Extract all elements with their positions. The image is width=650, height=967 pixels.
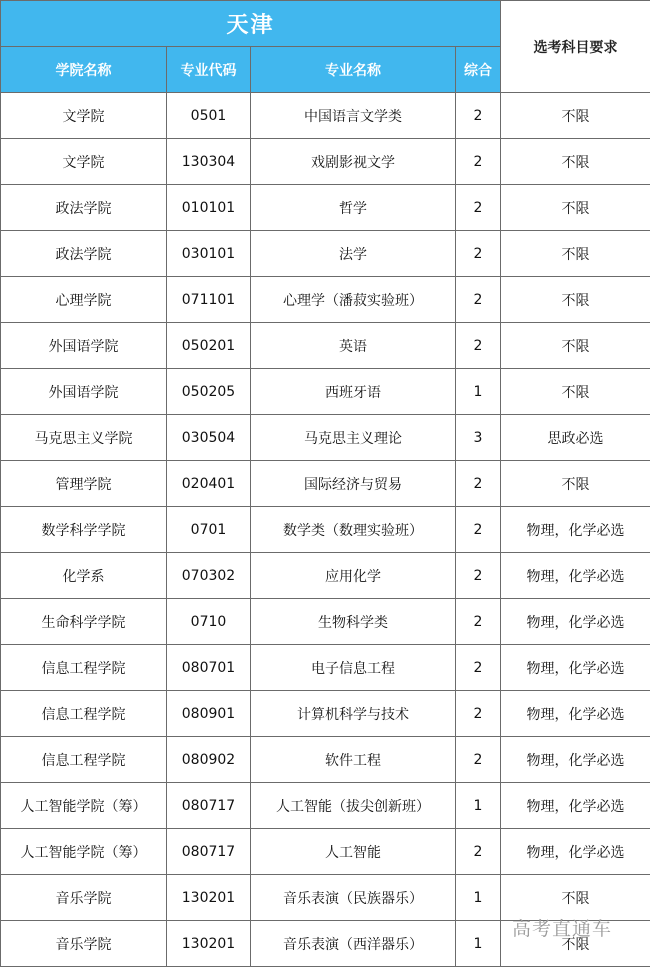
table-row [1, 369, 650, 415]
cell-requirement: 不限 [501, 921, 650, 967]
cell-code: 020401 [167, 461, 251, 507]
cell-requirement: 物理，化学必选 [501, 783, 650, 829]
cell-code: 010101 [167, 185, 251, 231]
cell-requirement: 物理，化学必选 [501, 645, 650, 691]
cell-college: 音乐学院 [1, 921, 167, 967]
cell-college: 人工智能学院（筹） [1, 783, 167, 829]
cell-comprehensive: 2 [456, 139, 501, 185]
table-row [1, 323, 650, 369]
cell-comprehensive: 2 [456, 461, 501, 507]
watermark: 高考直通车 [512, 918, 613, 940]
table-row [1, 921, 650, 967]
cell-college: 政法学院 [1, 231, 167, 277]
cell-requirement: 不限 [501, 369, 650, 415]
cell-code: 130201 [167, 921, 251, 967]
cell-college: 文学院 [1, 93, 167, 139]
cell-code: 030101 [167, 231, 251, 277]
cell-college: 外国语学院 [1, 323, 167, 369]
header-college: 学院名称 [1, 47, 167, 93]
table-row [1, 185, 650, 231]
cell-code: 030504 [167, 415, 251, 461]
cell-requirement: 物理，化学必选 [501, 691, 650, 737]
cell-college: 政法学院 [1, 185, 167, 231]
cell-college: 化学系 [1, 553, 167, 599]
cell-college: 马克思主义学院 [1, 415, 167, 461]
table-row [1, 93, 650, 139]
cell-code: 070302 [167, 553, 251, 599]
table-row [1, 875, 650, 921]
table-row [1, 415, 650, 461]
cell-major: 国际经济与贸易 [251, 461, 456, 507]
cell-major: 戏剧影视文学 [251, 139, 456, 185]
cell-requirement: 不限 [501, 277, 650, 323]
cell-requirement: 物理，化学必选 [501, 507, 650, 553]
cell-comprehensive: 2 [456, 599, 501, 645]
cell-comprehensive: 1 [456, 783, 501, 829]
cell-comprehensive: 1 [456, 369, 501, 415]
cell-code: 080701 [167, 645, 251, 691]
cell-comprehensive: 2 [456, 829, 501, 875]
cell-requirement: 不限 [501, 461, 650, 507]
cell-college: 人工智能学院（筹） [1, 829, 167, 875]
table-row [1, 645, 650, 691]
cell-code: 130201 [167, 875, 251, 921]
cell-comprehensive: 2 [456, 691, 501, 737]
cell-code: 080717 [167, 829, 251, 875]
cell-major: 应用化学 [251, 553, 456, 599]
header-requirement: 选考科目要求 [501, 1, 650, 93]
header-major: 专业名称 [251, 47, 456, 93]
region-title: 天津 [1, 1, 501, 47]
table-row [1, 691, 650, 737]
cell-comprehensive: 2 [456, 231, 501, 277]
cell-code: 0501 [167, 93, 251, 139]
cell-code: 080901 [167, 691, 251, 737]
cell-comprehensive: 3 [456, 415, 501, 461]
table-row [1, 277, 650, 323]
cell-code: 130304 [167, 139, 251, 185]
cell-major: 数学类（数理实验班） [251, 507, 456, 553]
cell-college: 信息工程学院 [1, 691, 167, 737]
cell-college: 文学院 [1, 139, 167, 185]
table-row [1, 783, 650, 829]
header-comprehensive: 综合 [456, 47, 501, 93]
cell-comprehensive: 2 [456, 553, 501, 599]
cell-requirement: 物理，化学必选 [501, 737, 650, 783]
table-row [1, 829, 650, 875]
cell-college: 信息工程学院 [1, 737, 167, 783]
cell-major: 计算机科学与技术 [251, 691, 456, 737]
title-row [1, 1, 650, 47]
cell-major: 音乐表演（西洋器乐） [251, 921, 456, 967]
cell-major: 马克思主义理论 [251, 415, 456, 461]
cell-major: 生物科学类 [251, 599, 456, 645]
cell-major: 中国语言文学类 [251, 93, 456, 139]
cell-requirement: 物理，化学必选 [501, 553, 650, 599]
cell-requirement: 不限 [501, 231, 650, 277]
cell-comprehensive: 2 [456, 323, 501, 369]
cell-requirement: 不限 [501, 185, 650, 231]
cell-college: 心理学院 [1, 277, 167, 323]
cell-major: 软件工程 [251, 737, 456, 783]
cell-major: 心理学（潘菽实验班） [251, 277, 456, 323]
cell-comprehensive: 2 [456, 185, 501, 231]
table-row [1, 231, 650, 277]
cell-requirement: 不限 [501, 93, 650, 139]
cell-college: 外国语学院 [1, 369, 167, 415]
cell-comprehensive: 1 [456, 921, 501, 967]
cell-requirement: 不限 [501, 323, 650, 369]
cell-major: 人工智能（拔尖创新班） [251, 783, 456, 829]
cell-requirement: 不限 [501, 875, 650, 921]
cell-code: 071101 [167, 277, 251, 323]
cell-major: 西班牙语 [251, 369, 456, 415]
cell-college: 音乐学院 [1, 875, 167, 921]
cell-major: 英语 [251, 323, 456, 369]
cell-college: 数学科学学院 [1, 507, 167, 553]
cell-code: 0710 [167, 599, 251, 645]
cell-college: 生命科学学院 [1, 599, 167, 645]
cell-requirement: 不限 [501, 139, 650, 185]
cell-comprehensive: 2 [456, 507, 501, 553]
table-row [1, 737, 650, 783]
cell-college: 信息工程学院 [1, 645, 167, 691]
table-row [1, 553, 650, 599]
cell-comprehensive: 2 [456, 93, 501, 139]
cell-college: 管理学院 [1, 461, 167, 507]
cell-major: 音乐表演（民族器乐） [251, 875, 456, 921]
cell-code: 0701 [167, 507, 251, 553]
table-row [1, 461, 650, 507]
cell-comprehensive: 2 [456, 737, 501, 783]
cell-code: 050201 [167, 323, 251, 369]
table-row [1, 599, 650, 645]
cell-code: 080902 [167, 737, 251, 783]
table-row [1, 507, 650, 553]
cell-comprehensive: 1 [456, 875, 501, 921]
cell-comprehensive: 2 [456, 277, 501, 323]
table-row [1, 139, 650, 185]
cell-code: 050205 [167, 369, 251, 415]
cell-major: 电子信息工程 [251, 645, 456, 691]
cell-comprehensive: 2 [456, 645, 501, 691]
cell-code: 080717 [167, 783, 251, 829]
cell-requirement: 思政必选 [501, 415, 650, 461]
cell-major: 哲学 [251, 185, 456, 231]
cell-major: 人工智能 [251, 829, 456, 875]
cell-major: 法学 [251, 231, 456, 277]
cell-requirement: 物理，化学必选 [501, 599, 650, 645]
header-code: 专业代码 [167, 47, 251, 93]
cell-requirement: 物理，化学必选 [501, 829, 650, 875]
